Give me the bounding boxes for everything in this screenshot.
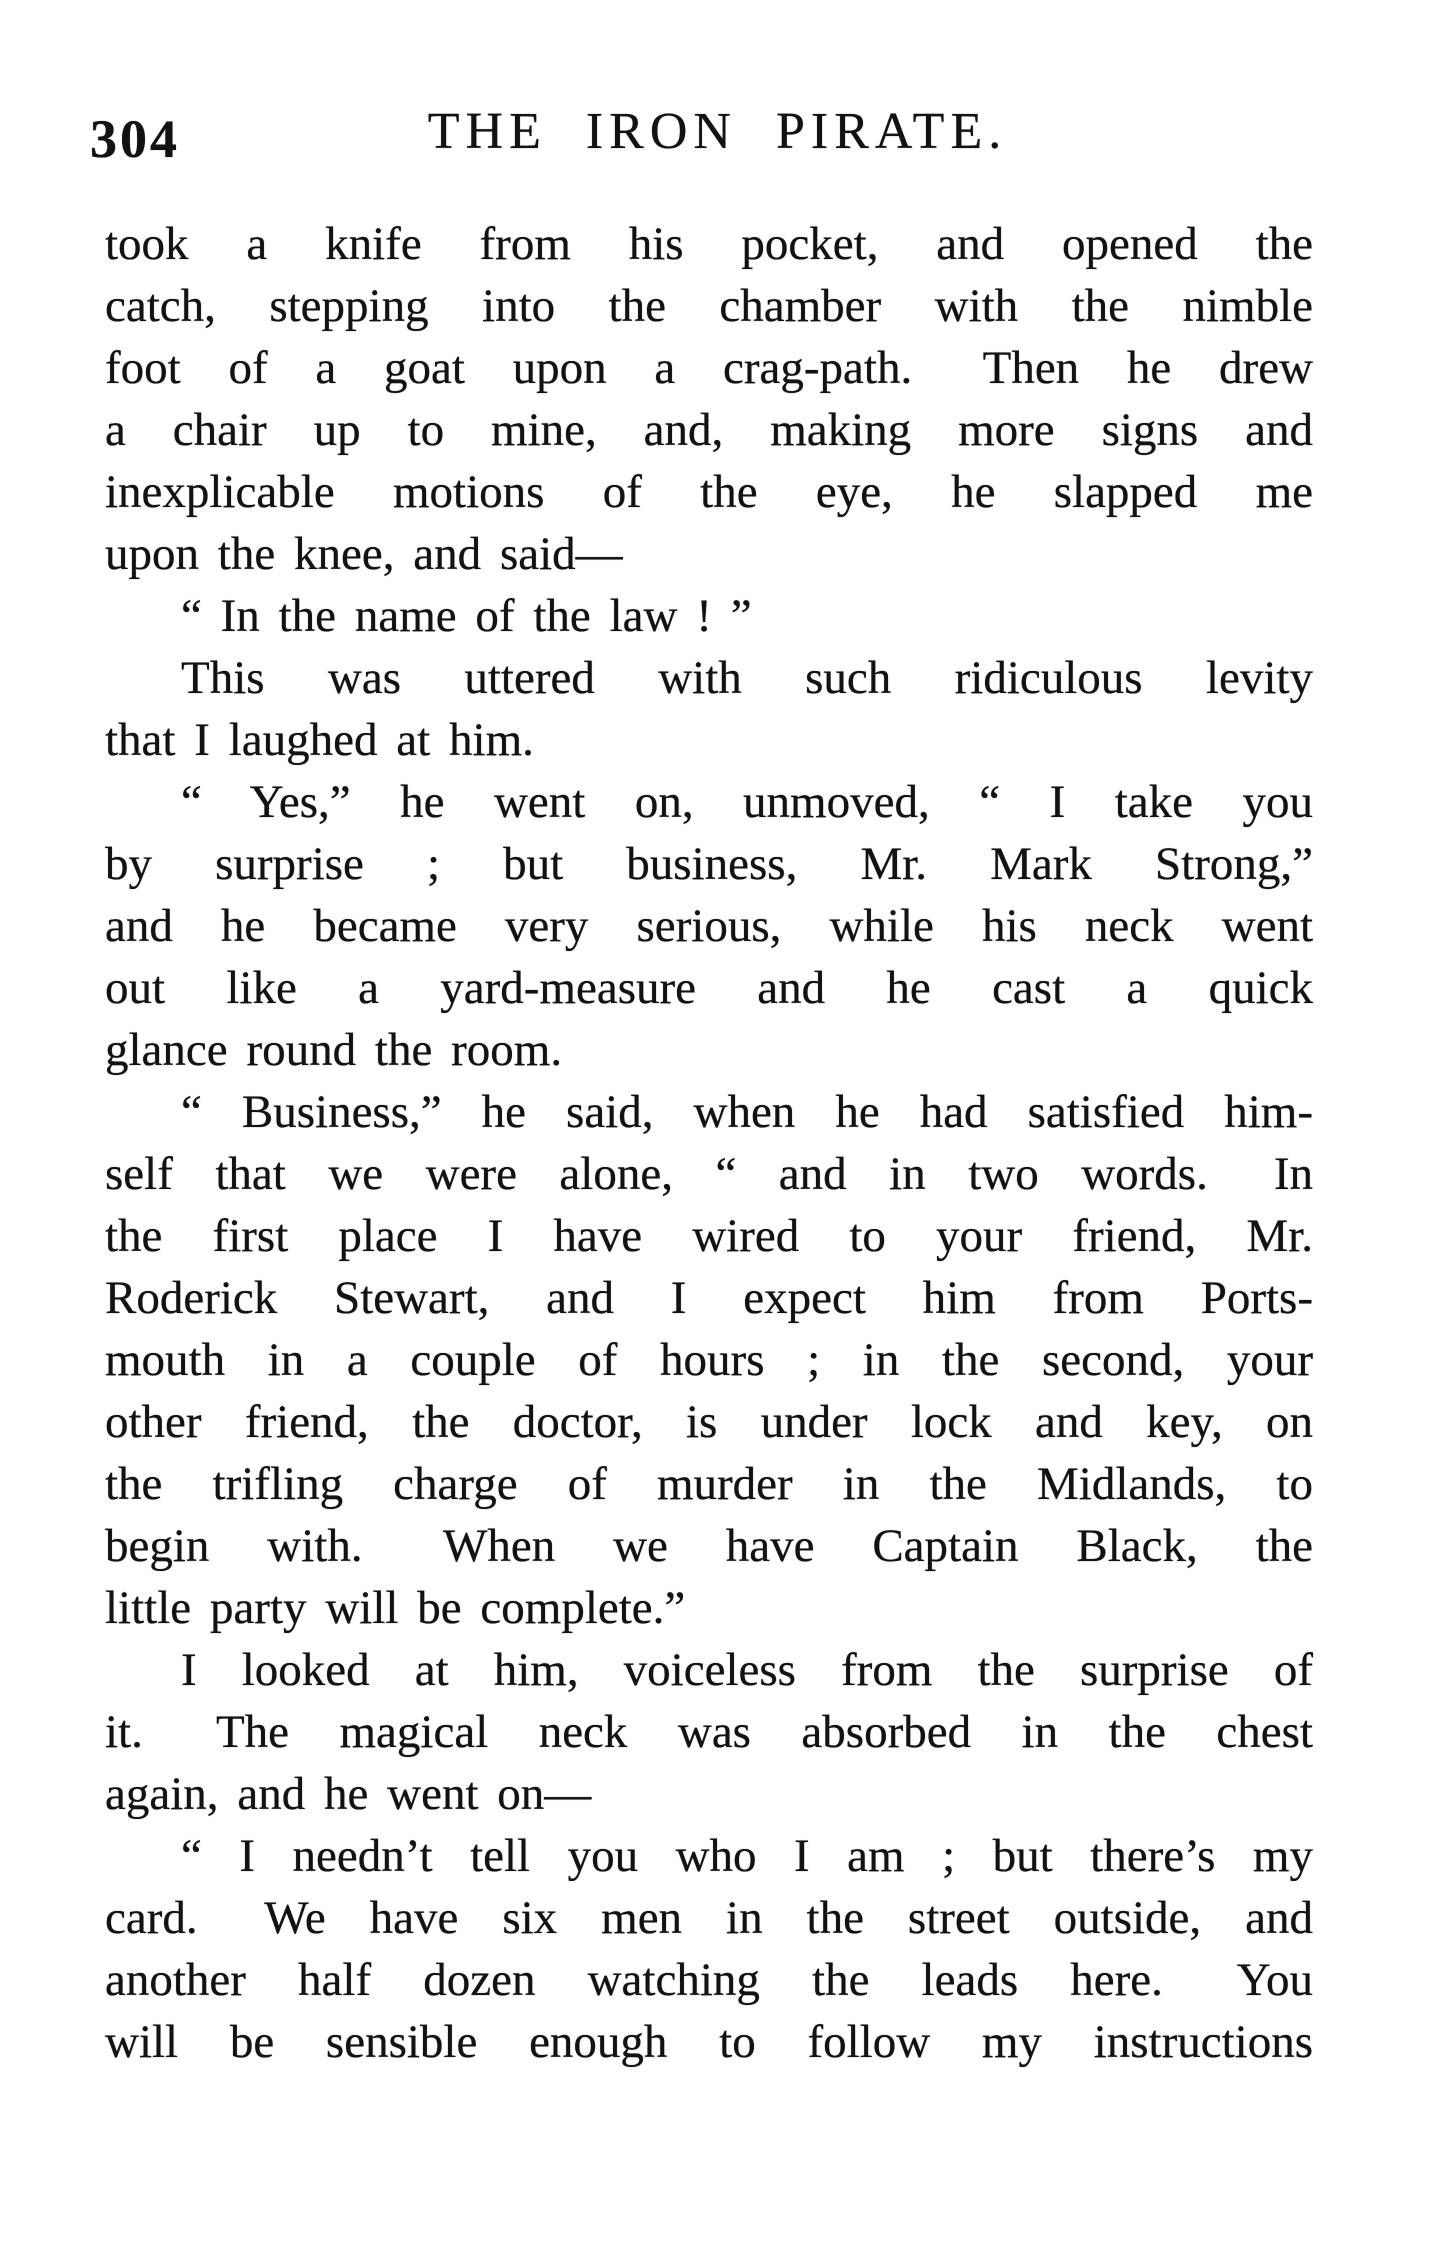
- text-line: little party will be complete.”: [105, 1582, 686, 1634]
- text-line: and he became very serious, while his neck went: [105, 900, 1313, 952]
- page-number: 304: [90, 109, 180, 169]
- text-line: the first place I have wired to your friend, Mr.: [105, 1210, 1313, 1262]
- text-line: “ In the name of the law ! ”: [181, 590, 752, 642]
- text-line: “ Yes,” he went on, unmoved, “ I take you: [181, 776, 1313, 828]
- text-line: I looked at him, voiceless from the surprise of: [181, 1644, 1313, 1696]
- text-line: “ Business,” he said, when he had satisfied him-: [181, 1086, 1313, 1138]
- text-line: another half dozen watching the leads here. You: [105, 1954, 1313, 2006]
- text-line: again, and he went on—: [105, 1768, 592, 1820]
- text-line: glance round the room.: [105, 1024, 563, 1076]
- text-line: “ I needn’t tell you who I am ; but there’s my: [181, 1830, 1313, 1882]
- text-line: out like a yard-measure and he cast a quick: [105, 962, 1313, 1014]
- text-line: self that we were alone, “ and in two words. In: [105, 1148, 1313, 1200]
- text-line: upon the knee, and said—: [105, 528, 623, 580]
- text-line: inexplicable motions of the eye, he slapped me: [105, 466, 1313, 518]
- text-line: it. The magical neck was absorbed in the chest: [105, 1706, 1313, 1758]
- text-line: the trifling charge of murder in the Midlands, to: [105, 1458, 1313, 1510]
- text-line: begin with. When we have Captain Black, the: [105, 1520, 1313, 1572]
- text-line: other friend, the doctor, is under lock and key, on: [105, 1396, 1313, 1448]
- text-line: took a knife from his pocket, and opened the: [105, 218, 1313, 270]
- text-line: by surprise ; but business, Mr. Mark Strong,”: [105, 838, 1313, 890]
- text-line: This was uttered with such ridiculous levity: [181, 652, 1313, 704]
- text-line: card. We have six men in the street outside, and: [105, 1892, 1313, 1944]
- text-block: [105, 213, 1313, 2073]
- text-line: Roderick Stewart, and I expect him from Ports-: [105, 1272, 1313, 1324]
- text-line: will be sensible enough to follow my instructions: [105, 2016, 1313, 2068]
- text-line: foot of a goat upon a crag-path. Then he drew: [105, 342, 1313, 394]
- text-line: mouth in a couple of hours ; in the second, your: [105, 1334, 1313, 1386]
- running-title: THE IRON PIRATE.: [427, 103, 1008, 160]
- text-line: catch, stepping into the chamber with the nimble: [105, 280, 1313, 332]
- text-line: a chair up to mine, and, making more signs and: [105, 404, 1313, 456]
- text-line: that I laughed at him.: [105, 714, 534, 766]
